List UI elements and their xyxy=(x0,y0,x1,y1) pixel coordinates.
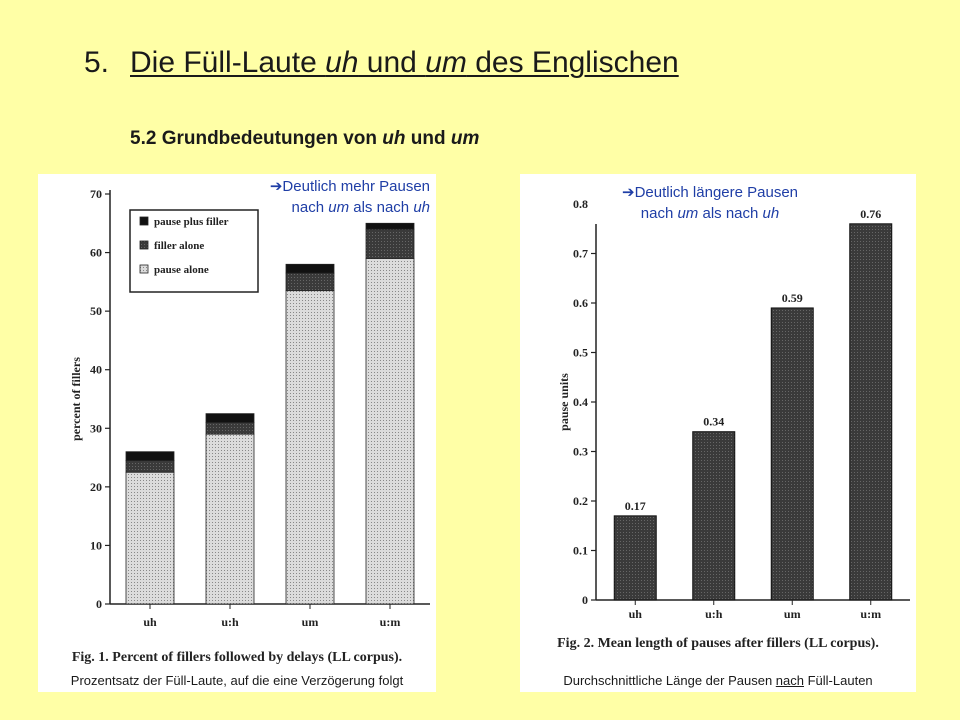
y-axis-title: pause units xyxy=(557,373,571,431)
annotation-more-pauses: ➔Deutlich mehr Pausen nach um als nach uh xyxy=(269,178,430,216)
figure-2-translation: Durchschnittliche Länge der Pausen nach Füll-Lauten xyxy=(563,673,873,688)
bar-segment xyxy=(206,434,254,604)
x-tick-label: uh xyxy=(628,607,642,621)
bar-segment xyxy=(286,264,334,273)
stacked-bar-chart xyxy=(38,174,436,692)
y-tick-label: 0.8 xyxy=(573,197,588,211)
figure-2-panel xyxy=(520,174,916,692)
bar-chart xyxy=(520,174,916,692)
y-axis-title: percent of fillers xyxy=(69,357,83,441)
figure-2-caption: Fig. 2. Mean length of pauses after fillers (LL corpus). xyxy=(557,636,879,651)
y-tick-label: 0.2 xyxy=(573,494,588,508)
y-tick-label: 0 xyxy=(96,597,102,611)
x-tick-label: um xyxy=(301,615,319,629)
arrow-right-icon: ➔ xyxy=(621,184,635,201)
y-tick-label: 70 xyxy=(90,187,102,201)
bar-segment xyxy=(286,273,334,291)
x-tick-label: u:h xyxy=(221,615,239,629)
legend xyxy=(130,210,258,292)
bar xyxy=(614,516,656,600)
y-tick-label: 10 xyxy=(90,538,102,553)
legend-label: filler alone xyxy=(154,240,205,252)
y-tick-label: 60 xyxy=(90,245,102,260)
bar-segment xyxy=(126,452,174,461)
y-tick-label: 0.4 xyxy=(573,395,588,409)
y-tick-label: 0.6 xyxy=(573,296,588,310)
bar xyxy=(850,224,892,600)
x-tick-label: um xyxy=(783,607,801,621)
section-number: 5. xyxy=(84,46,110,79)
figure-1-caption: Fig. 1. Percent of fillers followed by delays (LL corpus). xyxy=(71,650,403,665)
y-tick-label: 40 xyxy=(90,362,102,377)
y-tick-label: 0.3 xyxy=(573,444,588,459)
legend-label: pause alone xyxy=(154,264,209,276)
legend-label: pause plus filler xyxy=(154,216,229,228)
bar-segment xyxy=(366,229,414,258)
slide-subtitle: 5.2 Grundbedeutungen von uh und um xyxy=(130,128,480,149)
y-tick-label: 50 xyxy=(90,304,102,319)
bar-value-label: 0.34 xyxy=(703,414,725,429)
y-tick-label: 0.5 xyxy=(573,345,588,360)
bar-segment xyxy=(206,422,254,434)
y-tick-label: 0.7 xyxy=(573,246,588,261)
bar-segment xyxy=(126,472,174,604)
arrow-right-icon: ➔ xyxy=(269,178,283,195)
bar xyxy=(771,308,813,600)
x-tick-label: u:h xyxy=(705,607,723,621)
y-tick-label: 30 xyxy=(90,421,102,436)
y-tick-label: 0.1 xyxy=(573,543,588,558)
x-tick-label: u:m xyxy=(860,607,882,621)
legend-swatch xyxy=(140,265,148,273)
bar-segment xyxy=(126,461,174,473)
x-tick-label: uh xyxy=(143,615,157,629)
y-tick-label: 0 xyxy=(582,593,588,607)
y-tick-label: 20 xyxy=(90,479,102,494)
bar-value-label: 0.76 xyxy=(860,206,882,221)
bar-value-label: 0.17 xyxy=(624,498,646,513)
bar-segment xyxy=(366,258,414,604)
title-text: Die Füll-Laute uh und um des Englischen xyxy=(130,46,679,79)
figure-1-translation: Prozentsatz der Füll-Laute, auf die eine Verzögerung folgt xyxy=(70,673,404,688)
slide-title xyxy=(84,46,679,80)
bar xyxy=(693,432,735,600)
annotation-longer-pauses: ➔Deutlich längere Pausen nach um als nach uh xyxy=(590,182,830,224)
bar-segment xyxy=(286,291,334,604)
bar-value-label: 0.59 xyxy=(781,290,803,305)
figure-1-panel xyxy=(38,174,436,692)
bar-segment xyxy=(366,223,414,229)
legend-swatch xyxy=(140,241,148,249)
x-tick-label: u:m xyxy=(379,615,401,629)
legend-swatch xyxy=(140,217,148,225)
bar-segment xyxy=(206,414,254,423)
